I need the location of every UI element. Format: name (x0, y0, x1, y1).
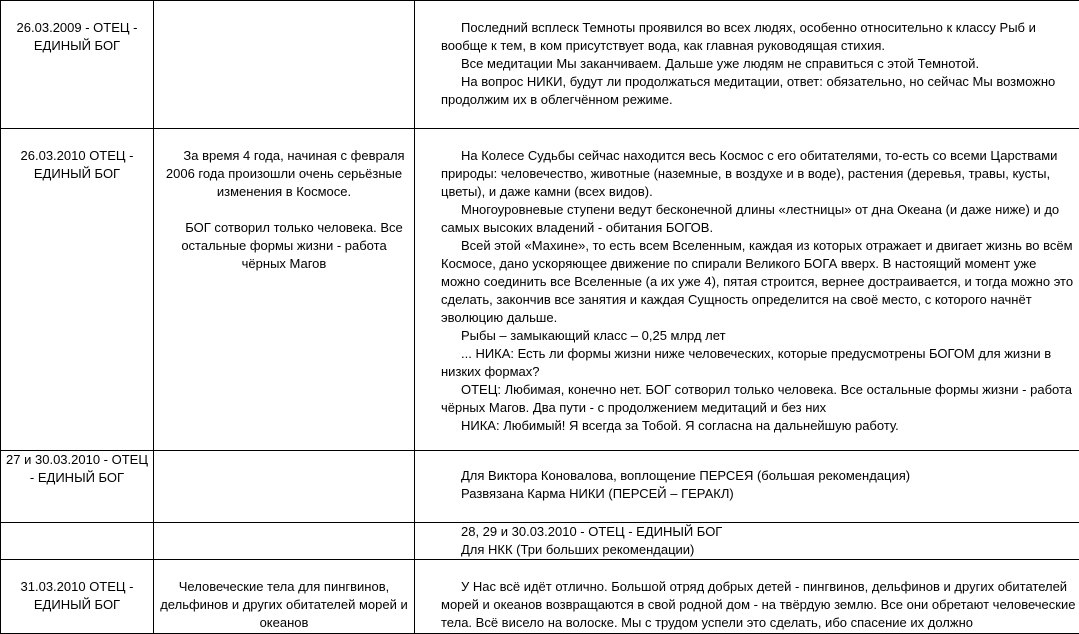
paragraph: 28, 29 и 30.03.2010 - ОТЕЦ - ЕДИНЫЙ БОГ (441, 523, 1078, 541)
table-row (1, 1, 1079, 129)
date-cell (1, 451, 154, 523)
table-row (1, 560, 1079, 634)
date-cell (1, 560, 154, 634)
summary-cell (154, 129, 415, 451)
paragraph: ОТЕЦ: Любимая, конечно нет. БОГ сотворил только человека. Все остальные формы жизни - работа чёрных Магов. Два пути - с продолжением медитаций и без них (441, 381, 1078, 417)
summary-cell (154, 560, 415, 634)
date-cell (1, 523, 154, 560)
summary-paragraph: Человеческие тела для пингвинов, дельфинов и других обитателей морей и океанов (160, 578, 408, 632)
paragraph: Многоуровневые ступени ведут бесконечной длины «лестницы» от дна Океана (и даже ниже) и до самых высоких владений - обитания БОГОВ. (441, 201, 1078, 237)
paragraph: Все медитации Мы заканчиваем. Дальше уже людям не справиться с этой Темнотой. (441, 55, 1078, 73)
paragraph: ... НИКА: Есть ли формы жизни ниже человеческих, которые предусмотрены БОГОМ для жизни в низких формах? (441, 345, 1078, 381)
paragraph: Для НКК (Три больших рекомендации) (441, 541, 1078, 559)
date-text: 26.03.2009 - ОТЕЦ - ЕДИНЫЙ БОГ (1, 1, 153, 55)
date-cell (1, 1, 154, 129)
paragraph: На вопрос НИКИ, будут ли продолжаться медитации, ответ: обязательно, но сейчас Мы возможно продолжим их в облегчённом режиме. (441, 73, 1078, 109)
text-cell (415, 1, 1079, 129)
text-cell (415, 523, 1079, 560)
text-cell (415, 451, 1079, 523)
summary-cell (154, 523, 415, 560)
date-text: 31.03.2010 ОТЕЦ - ЕДИНЫЙ БОГ (1, 560, 153, 614)
text-cell (415, 129, 1079, 451)
paragraph: У Нас всё идёт отлично. Большой отряд добрых детей - пингвинов, дельфинов и других обитателей морей и океанов возвращаются в свой родной дом - на твёрдую землю. Все они обретают человеческие тела. Всё висело на волоске. Мы с трудом успели это сделать, ибо спасение их должно (441, 578, 1078, 632)
text-cell (415, 560, 1079, 634)
summary-cell (154, 1, 415, 129)
table-row (1, 129, 1079, 451)
summary-cell (154, 451, 415, 523)
paragraph: На Колесе Судьбы сейчас находится весь Космос с его обитателями, то-есть со всеми Царствами природы: человечество, животные (наземные, в воздухе и в воде), растения (деревья, травы, кусты, цветы), и даже камни (всех видов). (441, 147, 1078, 201)
paragraph: Развязана Карма НИКИ (ПЕРСЕЙ – ГЕРАКЛ) (441, 485, 1078, 503)
summary-paragraph: За время 4 года, начиная с февраля 2006 года произошли очень серьёзные изменения в Космосе. (160, 147, 408, 201)
date-cell (1, 129, 154, 451)
summary-paragraph: БОГ сотворил только человека. Все остальные формы жизни - работа чёрных Магов (160, 219, 408, 273)
paragraph: Всей этой «Махине», то есть всем Вселенным, каждая из которых отражает и двигает жизнь во всём Космосе, дано ускоряющее движение по спирали Великого БОГА вверх. В настоящий момент уже можно соединить все Вселенные (а их уже 4), пятая строится, вернее достраивается, и тогда можно это сделать, закончив все занятия и каждая Сущность определится на своё место, с которого начнёт эволюцию дальше. (441, 237, 1078, 327)
table-row (1, 523, 1079, 560)
paragraph: Рыбы – замыкающий класс – 0,25 млрд лет (441, 327, 1078, 345)
table-row (1, 451, 1079, 523)
paragraph: НИКА: Любимый! Я всегда за Тобой. Я согласна на дальнейшую работу. (441, 417, 1078, 435)
date-text: 26.03.2010 ОТЕЦ - ЕДИНЫЙ БОГ (1, 129, 153, 183)
paragraph: Для Виктора Коновалова, воплощение ПЕРСЕЯ (большая рекомендация) (441, 467, 1078, 485)
paragraph: Последний всплеск Темноты проявился во всех людях, особенно относительно к классу Рыб и вообще к тем, в ком присутствует вода, как главная руководящая стихия. (441, 19, 1078, 55)
date-text: 27 и 30.03.2010 - ОТЕЦ - ЕДИНЫЙ БОГ (1, 451, 153, 487)
